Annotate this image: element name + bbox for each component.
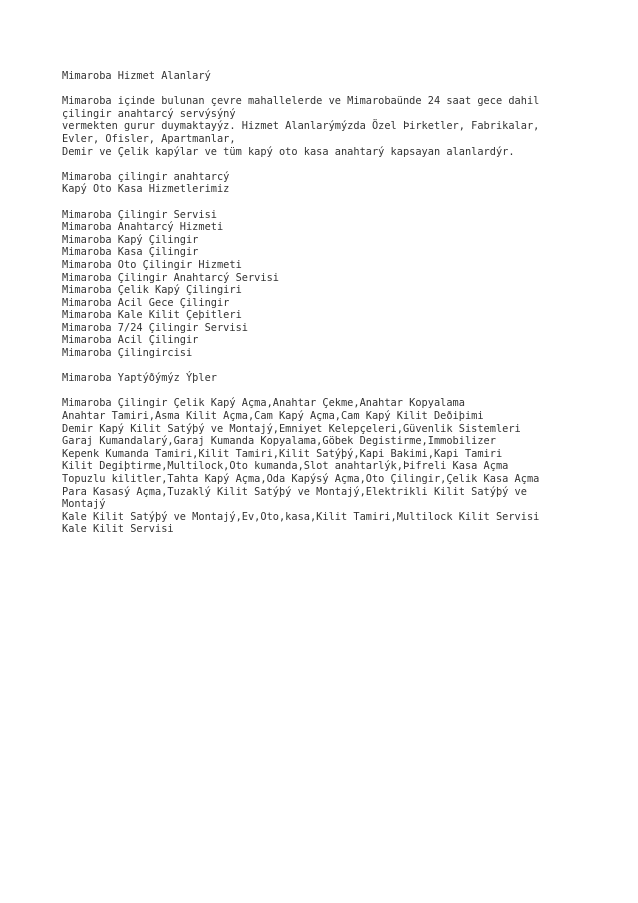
service-item: Mimaroba Oto Çilingir Hizmeti (62, 258, 242, 271)
intro-line: Demir ve Çelik kapýlar ve tüm kapý oto kasa anahtarý kapsayan alanlardýr. (62, 145, 515, 158)
works-line: Mimaroba Çilingir Çelik Kapý Açma,Anahtar Çekme,Anahtar Kopyalama (62, 397, 465, 410)
spacer (62, 83, 622, 96)
intro-line: Mimaroba içinde bulunan çevre mahallelerde ve Mimarobaünde 24 saat gece dahil (62, 95, 540, 108)
works-line: Kale Kilit Satýþý ve Montajý,Ev,Oto,kasa,Kilit Tamiri,Multilock Kilit Servisi (62, 510, 540, 523)
subheading-line: Kapý Oto Kasa Hizmetlerimiz (62, 183, 230, 196)
spacer (62, 158, 622, 171)
works-line: Para Kasasý Açma,Tuzaklý Kilit Satýþý ve Montajý,Elektrikli Kilit Satýþý ve (62, 485, 527, 498)
service-item: Mimaroba Acil Çilingir (62, 334, 199, 347)
service-item: Mimaroba Çilingir Anahtarcý Servisi (62, 271, 279, 284)
service-item: Mimaroba Çelik Kapý Çilingiri (62, 284, 242, 297)
service-item: Mimaroba Kale Kilit Çeþitleri (62, 309, 242, 322)
works-line: Garaj Kumandalarý,Garaj Kumanda Kopyalama,Göbek Degistirme,Immobilizer (62, 435, 496, 448)
intro-line: vermekten gurur duymaktayýz. Hizmet Alanlarýmýzda Özel Þirketler, Fabrikalar, (62, 120, 540, 133)
works-line: Anahtar Tamiri,Asma Kilit Açma,Cam Kapý Açma,Cam Kapý Kilit Deðiþimi (62, 410, 484, 423)
service-item: Mimaroba Anahtarcý Hizmeti (62, 221, 224, 234)
subheading-block (62, 171, 622, 196)
service-item: Mimaroba Acil Gece Çilingir (62, 296, 230, 309)
works-heading: Mimaroba Yaptýðýmýz Ýþler (62, 372, 217, 385)
document-page (62, 70, 622, 536)
works-paragraph (62, 397, 622, 536)
works-line: Kepenk Kumanda Tamiri,Kilit Tamiri,Kilit Satýþý,Kapi Bakimi,Kapi Tamiri (62, 447, 503, 460)
services-list (62, 209, 622, 360)
works-line: Demir Kapý Kilit Satýþý ve Montajý,Emniyet Kelepçeleri,Güvenlik Sistemleri (62, 422, 521, 435)
works-line: Kale Kilit Servisi (62, 523, 174, 536)
service-item: Mimaroba Kasa Çilingir (62, 246, 199, 259)
works-line: Montajý (62, 498, 106, 511)
intro-paragraph (62, 95, 622, 158)
service-item: Mimaroba 7/24 Çilingir Servisi (62, 321, 248, 334)
works-line: Topuzlu kilitler,Tahta Kapý Açma,Oda Kapýsý Açma,Oto Çilingir,Çelik Kasa Açma (62, 473, 540, 485)
service-item: Mimaroba Çilingir Servisi (62, 208, 217, 221)
intro-line: Evler, Ofisler, Apartmanlar, (62, 132, 236, 145)
spacer (62, 360, 622, 373)
intro-line: çilingir anahtarcý servýsýný (62, 107, 236, 120)
subheading-line: Mimaroba çilingir anahtarcý (62, 170, 230, 183)
service-item: Mimaroba Kapý Çilingir (62, 233, 199, 246)
works-line: Kilit Degiþtirme,Multilock,Oto kumanda,Slot anahtarlýk,Þifreli Kasa Açma (62, 460, 509, 473)
document-title: Mimaroba Hizmet Alanlarý (62, 70, 211, 82)
spacer (62, 196, 622, 209)
spacer (62, 385, 622, 398)
service-item: Mimaroba Çilingircisi (62, 347, 193, 360)
